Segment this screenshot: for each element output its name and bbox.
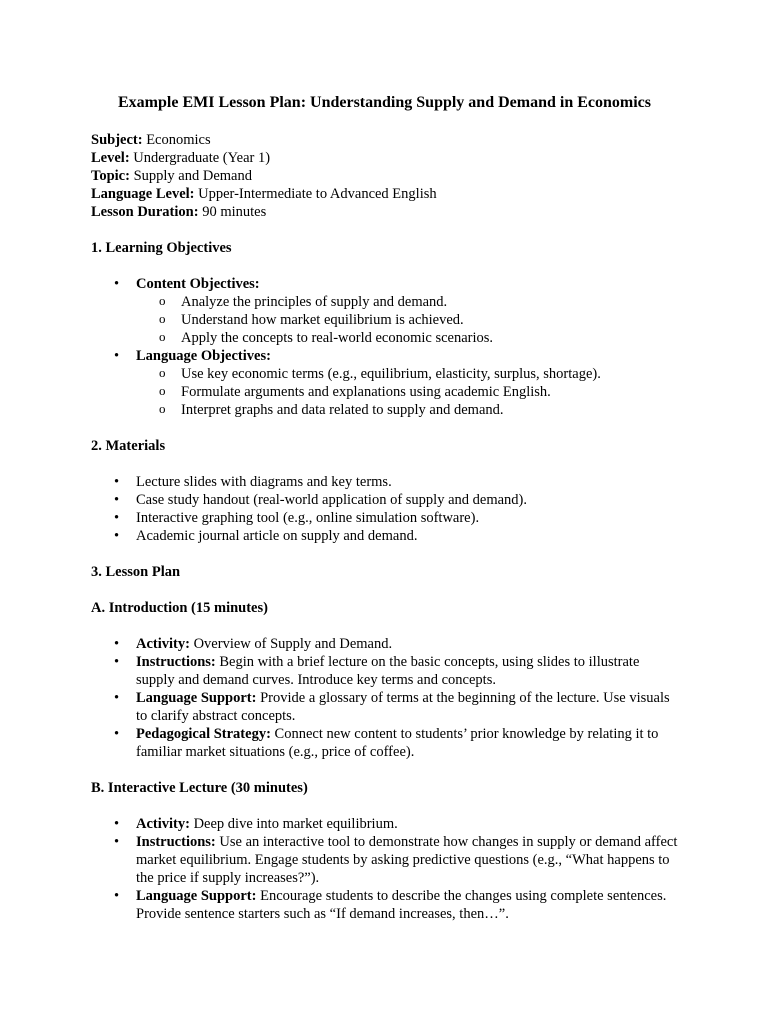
subsection-heading-introduction: A. Introduction (15 minutes) <box>91 600 268 616</box>
item-text: Deep dive into market equilibrium. <box>189 816 398 832</box>
section-heading-learning-objectives: 1. Learning Objectives <box>91 240 232 256</box>
list-item-text: Academic journal article on supply and demand. <box>136 528 418 544</box>
list-item <box>91 473 678 491</box>
list-item <box>91 509 678 527</box>
meta-value: Upper-Intermediate to Advanced English <box>194 186 437 202</box>
item-text: Begin with a brief lecture on the basic concepts, using slides to illustrate supply and demand curves. Introduce key terms and concepts. <box>136 654 640 688</box>
meta-label: Lesson Duration: <box>91 204 199 220</box>
spacer <box>91 581 678 599</box>
document-title: Example EMI Lesson Plan: Understanding Supply and Demand in Economics <box>118 94 651 111</box>
content-objectives-list <box>136 293 678 347</box>
list-item-text: Use key economic terms (e.g., equilibrium, elasticity, surplus, shortage). <box>181 366 601 382</box>
spacer <box>91 455 678 473</box>
list-item <box>91 833 678 887</box>
circle-bullet-icon: o <box>159 365 166 380</box>
bullet-icon: • <box>114 816 120 832</box>
materials-list <box>91 473 678 545</box>
item-label: Language Support: <box>136 690 257 706</box>
bullet-icon: • <box>114 834 120 850</box>
list-item <box>136 329 678 347</box>
language-objectives-list <box>136 365 678 419</box>
list-item <box>91 815 678 833</box>
meta-language-level <box>91 185 678 203</box>
list-item <box>136 311 678 329</box>
spacer <box>91 761 678 779</box>
list-item <box>91 725 678 761</box>
meta-subject <box>91 131 678 149</box>
list-item-text: Case study handout (real-world application of supply and demand). <box>136 492 527 508</box>
bullet-icon: • <box>114 726 120 742</box>
list-item <box>91 527 678 545</box>
meta-label: Topic: <box>91 168 130 184</box>
meta-value: Undergraduate (Year 1) <box>129 150 271 166</box>
list-item-text: Interactive graphing tool (e.g., online simulation software). <box>136 510 480 526</box>
circle-bullet-icon: o <box>159 383 166 398</box>
circle-bullet-icon: o <box>159 293 166 308</box>
list-item <box>136 293 678 311</box>
list-item-text: Apply the concepts to real-world economic scenarios. <box>181 330 494 346</box>
list-item <box>91 635 678 653</box>
list-item <box>91 491 678 509</box>
bullet-icon: • <box>114 510 120 526</box>
list-item-text: Lecture slides with diagrams and key terms. <box>136 474 392 490</box>
list-item <box>91 275 678 347</box>
list-item <box>136 383 678 401</box>
circle-bullet-icon: o <box>159 329 166 344</box>
spacer <box>91 545 678 563</box>
list-item-text: Analyze the principles of supply and demand. <box>181 294 448 310</box>
meta-value: Economics <box>142 132 211 148</box>
meta-label: Language Level: <box>91 186 195 202</box>
bullet-icon: • <box>114 636 120 652</box>
spacer <box>91 617 678 635</box>
meta-value: Supply and Demand <box>129 168 252 184</box>
subsection-heading-interactive-lecture: B. Interactive Lecture (30 minutes) <box>91 780 308 796</box>
section-heading-lesson-plan: 3. Lesson Plan <box>91 564 181 580</box>
item-text: Overview of Supply and Demand. <box>189 636 393 652</box>
item-label: Activity: <box>136 816 190 832</box>
spacer <box>91 797 678 815</box>
list-item <box>91 887 678 923</box>
item-label: Activity: <box>136 636 190 652</box>
interactive-lecture-list <box>91 815 678 923</box>
meta-level <box>91 149 678 167</box>
list-item <box>136 401 678 419</box>
list-item <box>91 347 678 419</box>
introduction-list <box>91 635 678 761</box>
section-heading-materials: 2. Materials <box>91 438 166 454</box>
meta-lesson-duration <box>91 203 678 221</box>
bullet-icon: • <box>114 528 120 544</box>
list-item-text: Interpret graphs and data related to supply and demand. <box>181 402 504 418</box>
language-objectives-label: Language Objectives: <box>136 348 271 364</box>
item-text: Use an interactive tool to demonstrate how changes in supply or demand affect market equilibrium. Engage students by asking predictive questions (e.g., “What happens to the price if supply increases?”). <box>136 834 678 886</box>
bullet-icon: • <box>114 276 120 292</box>
list-item <box>136 365 678 383</box>
meta-topic <box>91 167 678 185</box>
list-item <box>91 653 678 689</box>
bullet-icon: • <box>114 654 120 670</box>
bullet-icon: • <box>114 888 120 904</box>
item-text: Encourage students to describe the changes using complete sentences. Provide sentence starters such as “If demand increases, then…”. <box>136 888 667 922</box>
meta-label: Level: <box>91 150 130 166</box>
list-item-text: Understand how market equilibrium is achieved. <box>181 312 464 328</box>
item-label: Pedagogical Strategy: <box>136 726 271 742</box>
bullet-icon: • <box>114 690 120 706</box>
bullet-icon: • <box>114 474 120 490</box>
meta-label: Subject: <box>91 132 143 148</box>
meta-value: 90 minutes <box>198 204 267 220</box>
content-objectives-label: Content Objectives: <box>136 276 260 292</box>
lesson-meta <box>91 131 678 221</box>
circle-bullet-icon: o <box>159 401 166 416</box>
item-text: Connect new content to students’ prior knowledge by relating it to familiar market situations (e.g., price of coffee). <box>136 726 659 760</box>
list-item <box>91 689 678 725</box>
item-text: Provide a glossary of terms at the beginning of the lecture. Use visuals to clarify abstract concepts. <box>136 690 670 724</box>
list-item-text: Formulate arguments and explanations using academic English. <box>181 384 551 400</box>
spacer <box>91 419 678 437</box>
spacer <box>91 257 678 275</box>
bullet-icon: • <box>114 492 120 508</box>
item-label: Instructions: <box>136 654 216 670</box>
objectives-list <box>91 275 678 419</box>
spacer <box>91 221 678 239</box>
item-label: Language Support: <box>136 888 257 904</box>
bullet-icon: • <box>114 348 120 364</box>
item-label: Instructions: <box>136 834 216 850</box>
circle-bullet-icon: o <box>159 311 166 326</box>
